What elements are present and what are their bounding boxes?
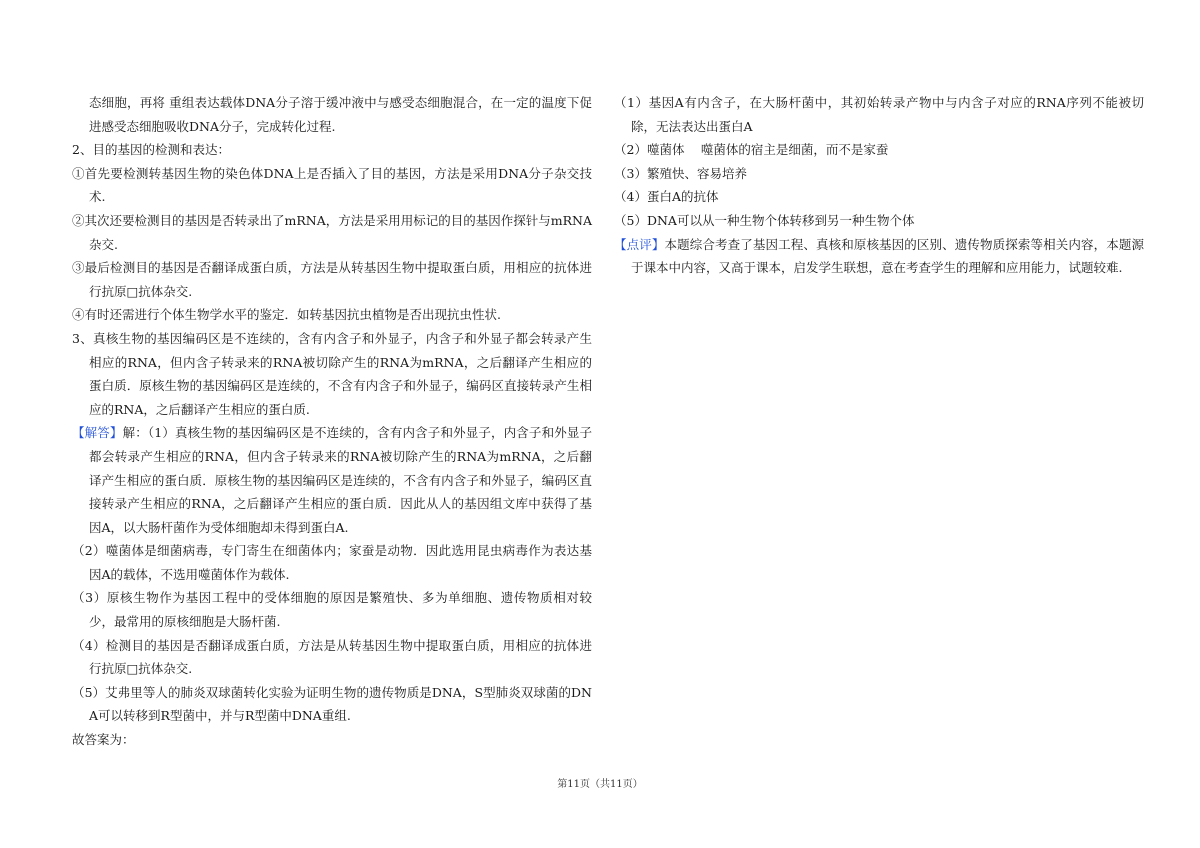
paragraph: [72, 327, 592, 421]
paragraph: [614, 162, 1144, 186]
paragraph-text: ①首先要检测转基因生物的染色体DNA上是否插入了目的基因，方法是采用DNA分子杂交技术.: [72, 165, 592, 205]
paragraph-text: （3）原核生物作为基因工程中的受体细胞的原因是繁殖快、多为单细胞、遗传物质相对较少，最常用的原核细胞是大肠杆菌.: [72, 590, 592, 630]
paragraph-text: （2）噬菌体 噬菌体的宿主是细菌，而不是家蚕: [614, 142, 889, 158]
paragraph-text: 解：（1）真核生物的基因编码区是不连续的，含有内含子和外显子，内含子和外显子都会转录产生相应的RNA，但内含子转录来的RNA被切除产生的RNA为mRNA，之后翻译产生相应的蛋白质．原核生物的基因编码区是连续的，不含有内含子和外显子，编码区直接转录产生相应的RNA，之后翻译产生相应的蛋白质．因此从人的基因组文库中获得了基因A，以大肠杆菌作为受体细胞却未得到蛋白A.: [89, 425, 592, 535]
paragraph-text: 2、目的基因的检测和表达：: [72, 142, 230, 158]
paragraph-text: ②其次还要检测目的基因是否转录出了mRNA，方法是采用用标记的目的基因作探针与mRNA杂交.: [72, 212, 592, 252]
tagged-paragraph: [614, 233, 1144, 280]
paragraph-text: （4）蛋白A的抗体: [614, 189, 719, 205]
paragraph: [72, 91, 592, 138]
paragraph: [72, 138, 592, 162]
paragraph: [614, 209, 1144, 233]
right-column: [614, 91, 1144, 280]
paragraph-text: ④有时还需进行个体生物学水平的鉴定．如转基因抗虫植物是否出现抗虫性状.: [72, 307, 501, 323]
paragraph-text: （2）噬菌体是细菌病毒，专门寄生在细菌体内；家蚕是动物．因此选用昆虫病毒作为表达基因A的载体，不选用噬菌体作为载体.: [72, 543, 592, 582]
paragraph-text: （5）艾弗里等人的肺炎双球菌转化实验为证明生物的遗传物质是DNA，S型肺炎双球菌的DNA可以转移到R型菌中，并与R型菌中DNA重组.: [72, 684, 592, 724]
paragraph: [72, 256, 592, 303]
paragraph: [72, 728, 592, 752]
paragraph: [72, 586, 592, 633]
paragraph-text: 3、真核生物的基因编码区是不连续的，含有内含子和外显子，内含子和外显子都会转录产生相应的RNA，但内含子转录来的RNA被切除产生的RNA为mRNA，之后翻译产生相应的蛋白质．原核生物的基因编码区是连续的，不含有内含子和外显子，编码区直接转录产生相应的RNA，之后翻译产生相应的蛋白质.: [72, 330, 592, 417]
paragraph: [72, 162, 592, 209]
paragraph-text: （1）基因A有内含子，在大肠杆菌中，其初始转录产物中与内含子对应的RNA序列不能被切除，无法表达出蛋白A: [614, 95, 1144, 134]
section-tag: 【点评】: [614, 236, 665, 252]
paragraph-text: （4）检测目的基因是否翻译成蛋白质，方法是从转基因生物中提取蛋白质，用相应的抗体进行抗原□抗体杂交.: [72, 637, 592, 677]
paragraph: [614, 91, 1144, 138]
paragraph: [614, 185, 1144, 209]
paragraph: [72, 681, 592, 728]
paragraph-text: （3）繁殖快、容易培养: [614, 165, 747, 181]
paragraph: [72, 539, 592, 586]
paragraph-text: 本题综合考查了基因工程、真核和原核基因的区别、遗传物质探索等相关内容，本题源于课本中内容，又高于课本，启发学生联想，意在考查学生的理解和应用能力，试题较难.: [631, 236, 1144, 276]
paragraph: [72, 303, 592, 327]
paragraph: [72, 634, 592, 681]
tagged-paragraph: [72, 421, 592, 539]
paragraph-text: 故答案为：: [72, 732, 135, 748]
page-footer: 第11页（共11页）: [557, 779, 643, 790]
paragraph: [72, 209, 592, 256]
section-tag: 【解答】: [72, 425, 123, 441]
paragraph: [614, 138, 1144, 162]
paragraph-text: 态细胞，再将 重组表达载体DNA分子溶于缓冲液中与感受态细胞混合，在一定的温度下促进感受态细胞吸收DNA分子，完成转化过程.: [89, 95, 592, 134]
left-column: [72, 91, 592, 752]
paragraph-text: （5）DNA可以从一种生物个体转移到另一种生物个体: [614, 212, 915, 228]
paragraph-text: ③最后检测目的基因是否翻译成蛋白质，方法是从转基因生物中提取蛋白质，用相应的抗体进行抗原□抗体杂交.: [72, 260, 592, 299]
